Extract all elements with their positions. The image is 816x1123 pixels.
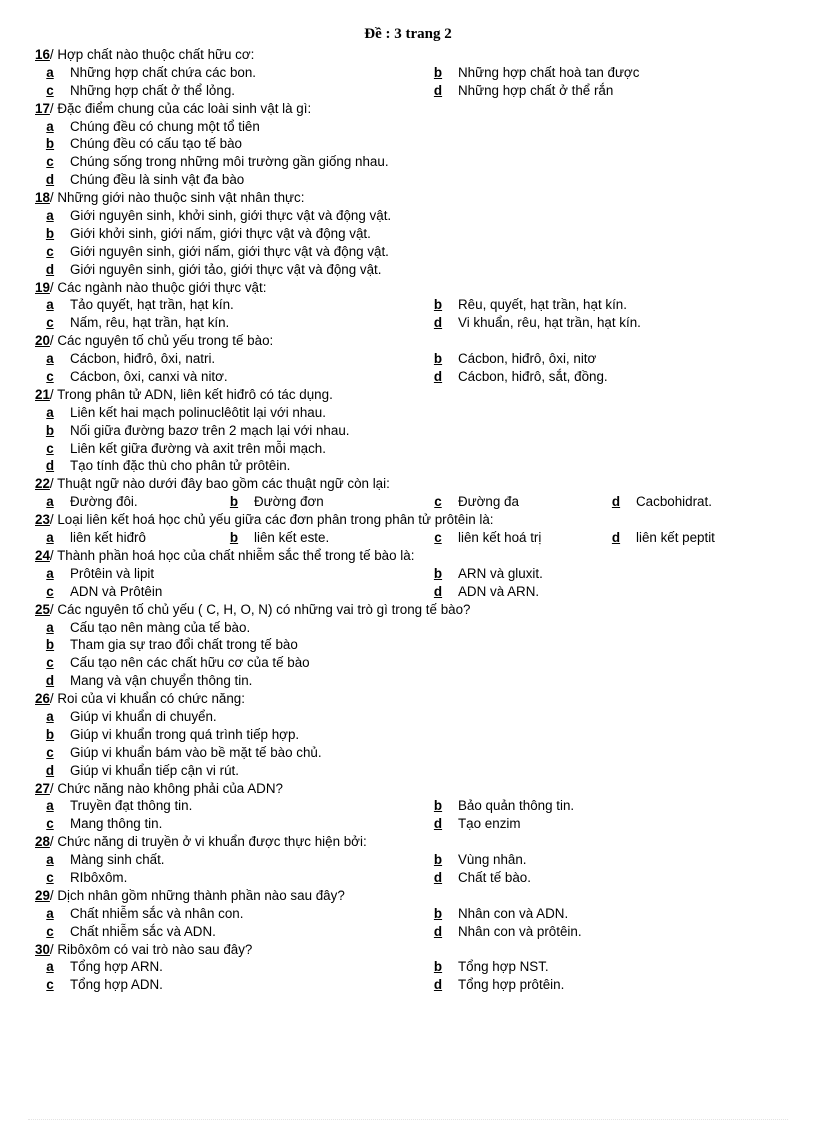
option-text: Rêu, quyết, hạt trần, hạt kín. [458,297,627,313]
option-letter: d [433,977,443,993]
option-text: Tổng hợp ARN. [70,959,163,975]
option-letter: d [611,530,621,546]
option-text: Chúng sống trong những môi trường gần giống nhau. [70,154,389,170]
option-letter: b [433,905,443,921]
option-letter: b [433,351,443,367]
options-row [35,422,805,440]
option-letter: b [433,297,443,313]
option-text: Giới nguyên sinh, giới tảo, giới thực vật và động vật. [70,261,382,277]
option-text: Vi khuẩn, rêu, hạt trần, hạt kín. [458,315,641,331]
question-number-separator: / [49,691,58,707]
option-letter: c [434,494,442,510]
option-letter: c [46,154,54,170]
question-number-separator: / [49,941,58,957]
option-text: liên kết peptit [636,530,715,546]
option-letter: b [433,565,443,581]
options-row [35,565,805,583]
option-text: liên kết hoá trị [458,530,542,546]
option-text: Những hợp chất ở thể rắn [458,82,614,98]
options-row [35,905,805,923]
option-letter: a [46,708,54,724]
option-text: Chúng đều có cấu tạo tế bào [70,136,242,152]
options-row [35,296,805,314]
option-letter: a [46,404,54,420]
options-row [35,207,805,225]
options-row [35,135,805,153]
option-letter: d [45,673,55,689]
options-row [35,923,805,941]
option-text: liên kết hiđrô [70,530,146,546]
options-row [35,815,805,833]
question-number: 18 [35,190,50,206]
option-letter: b [45,422,55,438]
question-text: Loại liên kết hoá học chủ yếu giữa các đơn phân trong phân tử prôtêin là: [57,512,494,528]
question-text: Những giới nào thuộc sinh vật nhân thực: [57,190,305,206]
options-row [35,64,805,82]
question-text: Chức năng di truyền ở vi khuẩn được thực hiện bởi: [57,834,367,850]
question-text: Trong phân tử ADN, liên kết hiđrô có tác dụng. [57,386,333,402]
option-text: Tổng hợp ADN. [70,977,163,993]
question-number: 26 [35,691,50,707]
option-letter: a [46,619,54,635]
option-letter: c [46,243,54,259]
question-number-separator: / [49,333,58,349]
option-text: Chất nhiễm sắc và nhân con. [70,905,244,921]
options-row [35,314,805,332]
option-text: Bảo quản thông tin. [458,798,575,814]
option-text: Cấu tạo nên màng của tế bào. [70,619,251,635]
question-stem [35,46,805,64]
options-row [35,529,805,547]
option-letter: c [434,530,442,546]
option-letter: d [433,82,443,98]
option-letter: c [46,816,54,832]
option-letter: a [46,208,54,224]
question-stem [35,887,805,905]
question-number-separator: / [49,47,58,62]
question-number: 24 [35,547,50,563]
question-stem [35,332,805,350]
options-row [35,744,805,762]
option-text: Những hợp chất ở thể lỏng. [70,82,235,98]
option-letter: a [46,297,54,313]
option-text: Giúp vi khuẩn di chuyển. [70,708,217,724]
question-text: Dịch nhân gồm những thành phần nào sau đây? [57,887,345,903]
option-letter: d [433,923,443,939]
options-row [35,153,805,171]
option-text: Cacbohidrat. [636,494,712,510]
question-number: 17 [35,100,50,116]
options-row [35,583,805,601]
options-row [35,261,805,279]
options-row [35,636,805,654]
option-text: Mang và vận chuyển thông tin. [70,673,253,689]
options-row [35,797,805,815]
question-stem [35,690,805,708]
option-text: Cácbon, hiđrô, ôxi, natri. [70,351,216,367]
question-number-separator: / [49,100,58,116]
option-text: Cácbon, hiđrô, ôxi, nitơ [458,351,597,367]
options-row [35,726,805,744]
option-letter: a [46,351,54,367]
option-letter: d [45,261,55,277]
option-letter: c [46,869,54,885]
question-text: Các nguyên tố chủ yếu trong tế bào: [57,333,274,349]
option-text: Cácbon, hiđrô, sắt, đồng. [458,369,608,385]
option-text: Giới nguyên sinh, khởi sinh, giới thực vật và động vật. [70,208,392,224]
option-text: Liên kết giữa đường và axit trên mỗi mạch. [70,440,326,456]
question-number: 23 [35,512,50,528]
question-number: 19 [35,279,50,295]
option-letter: a [46,852,54,868]
options-row [35,619,805,637]
question-number-separator: / [49,512,58,528]
option-text: Vùng nhân. [458,852,527,868]
option-letter: b [45,136,55,152]
option-text: Màng sinh chất. [70,852,165,868]
question-stem [35,279,805,297]
options-row [35,404,805,422]
question-stem [35,547,805,565]
question-number-separator: / [49,279,58,295]
option-letter: a [46,64,54,80]
page-title: Đề : 3 trang 2 [364,26,452,42]
option-letter: b [45,225,55,241]
question-stem [35,189,805,207]
question-number: 30 [35,941,50,957]
option-letter: d [433,369,443,385]
option-text: Đường đơn [254,494,324,510]
question-number: 16 [35,47,50,62]
option-text: Mang thông tin. [70,816,163,832]
question-stem [35,780,805,798]
option-text: Giúp vi khuẩn tiếp cận vi rút. [70,762,239,778]
question-stem [35,941,805,959]
option-letter: c [46,440,54,456]
question-text: Các nguyên tố chủ yếu ( C, H, O, N) có những vai trò gì trong tế bào? [57,601,471,617]
option-letter: b [45,726,55,742]
option-letter: c [46,655,54,671]
question-text: Thành phần hoá học của chất nhiễm sắc thể trong tế bào là: [57,547,415,563]
question-stem [35,833,805,851]
question-number-separator: / [49,834,58,850]
option-text: Cấu tạo nên các chất hữu cơ của tế bào [70,655,310,671]
options-row [35,225,805,243]
options-row [35,762,805,780]
question-number-separator: / [49,547,58,563]
question-stem [35,601,805,619]
question-stem [35,386,805,404]
options-row [35,350,805,368]
question-text: Thuật ngữ nào dưới đây bao gồm các thuật ngữ còn lại: [57,476,390,492]
options-row [35,243,805,261]
option-letter: b [433,959,443,975]
option-letter: a [46,905,54,921]
option-text: Nhân con và ADN. [458,905,569,921]
option-text: Chất tế bào. [458,869,531,885]
option-letter: b [229,530,239,546]
option-letter: a [46,959,54,975]
option-text: Tảo quyết, hạt trần, hạt kín. [70,297,234,313]
option-text: Giúp vi khuẩn bám vào bề mặt tế bào chủ. [70,744,322,760]
question-text: Roi của vi khuẩn có chức năng: [57,691,245,707]
option-text: Chất nhiễm sắc và ADN. [70,923,216,939]
option-letter: b [229,494,239,510]
question-list [35,46,805,994]
option-text: Chúng đều có chung một tổ tiên [70,118,260,134]
option-text: Tạo tính đặc thù cho phân tử prôtêin. [70,458,291,474]
option-text: Tạo enzim [458,816,521,832]
option-letter: a [46,565,54,581]
option-letter: a [46,118,54,134]
option-letter: d [45,172,55,188]
question-number: 20 [35,333,50,349]
options-row [35,654,805,672]
option-letter: a [46,798,54,814]
option-text: ARN và gluxit. [458,565,543,581]
option-letter: c [46,744,54,760]
options-row [35,82,805,100]
option-text: Tổng hợp prôtêin. [458,977,565,993]
option-letter: d [433,583,443,599]
options-row [35,118,805,136]
option-letter: c [46,82,54,98]
question-number-separator: / [49,476,58,492]
question-number: 21 [35,386,50,402]
question-number-separator: / [49,386,58,402]
option-text: ADN và Prôtêin [70,583,163,599]
option-letter: c [46,977,54,993]
option-text: ADN và ARN. [458,583,540,599]
option-text: Nhân con và prôtêin. [458,923,582,939]
options-row [35,672,805,690]
option-text: Liên kết hai mạch polinuclêôtit lại với nhau. [70,404,326,420]
option-text: Những hợp chất hoà tan được [458,64,640,80]
option-text: Giới nguyên sinh, giới nấm, giới thực vật và động vật. [70,243,389,259]
option-text: Prôtêin và lipit [70,565,155,581]
option-letter: a [46,494,54,510]
option-text: Nấm, rêu, hạt trần, hạt kín. [70,315,230,331]
question-number: 27 [35,780,50,796]
question-number: 28 [35,834,50,850]
option-letter: d [433,816,443,832]
option-text: RIbôxôm. [70,869,128,885]
option-letter: d [433,315,443,331]
option-letter: c [46,923,54,939]
question-text: Đặc điểm chung của các loài sinh vật là gì: [57,100,312,116]
option-text: Truyền đạt thông tin. [70,798,193,814]
option-text: Tổng hợp NST. [458,959,549,975]
option-text: Cácbon, ôxi, canxi và nitơ. [70,369,228,385]
page-bottom-divider [28,1119,788,1120]
question-number-separator: / [49,601,58,617]
question-number: 22 [35,476,50,492]
option-letter: d [45,458,55,474]
question-stem [35,100,805,118]
question-number-separator: / [49,780,58,796]
option-text: Giới khởi sinh, giới nấm, giới thực vật và động vật. [70,225,371,241]
option-letter: d [611,494,621,510]
options-row [35,869,805,887]
question-number-separator: / [49,887,58,903]
options-row [35,440,805,458]
question-stem [35,475,805,493]
question-number: 29 [35,887,50,903]
option-text: Chúng đều là sinh vật đa bào [70,172,245,188]
option-letter: c [46,369,54,385]
options-row [35,368,805,386]
option-text: Những hợp chất chứa các bon. [70,64,257,80]
options-row [35,958,805,976]
options-row [35,708,805,726]
option-letter: a [46,530,54,546]
option-text: Nối giữa đường bazơ trên 2 mạch lại với nhau. [70,422,350,438]
option-letter: d [45,762,55,778]
option-letter: b [433,64,443,80]
question-text: Chức năng nào không phải của ADN? [57,780,283,796]
option-text: Đường đôi. [70,494,138,510]
option-letter: c [46,315,54,331]
question-text: Hợp chất nào thuộc chất hữu cơ: [57,47,255,62]
options-row [35,976,805,994]
question-number: 25 [35,601,50,617]
option-letter: b [433,798,443,814]
options-row [35,457,805,475]
options-row [35,851,805,869]
question-stem [35,511,805,529]
options-row [35,171,805,189]
option-letter: c [46,583,54,599]
option-text: Đường đa [458,494,519,510]
question-number-separator: / [49,190,58,206]
options-row [35,493,805,511]
option-letter: b [433,852,443,868]
option-letter: b [45,637,55,653]
question-text: Các ngành nào thuộc giới thực vật: [57,279,267,295]
option-text: liên kết este. [254,530,330,546]
option-text: Giúp vi khuẩn trong quá trình tiếp hợp. [70,726,300,742]
option-letter: d [433,869,443,885]
option-text: Tham gia sự trao đổi chất trong tế bào [70,637,298,653]
question-text: Ribôxôm có vai trò nào sau đây? [57,941,253,957]
